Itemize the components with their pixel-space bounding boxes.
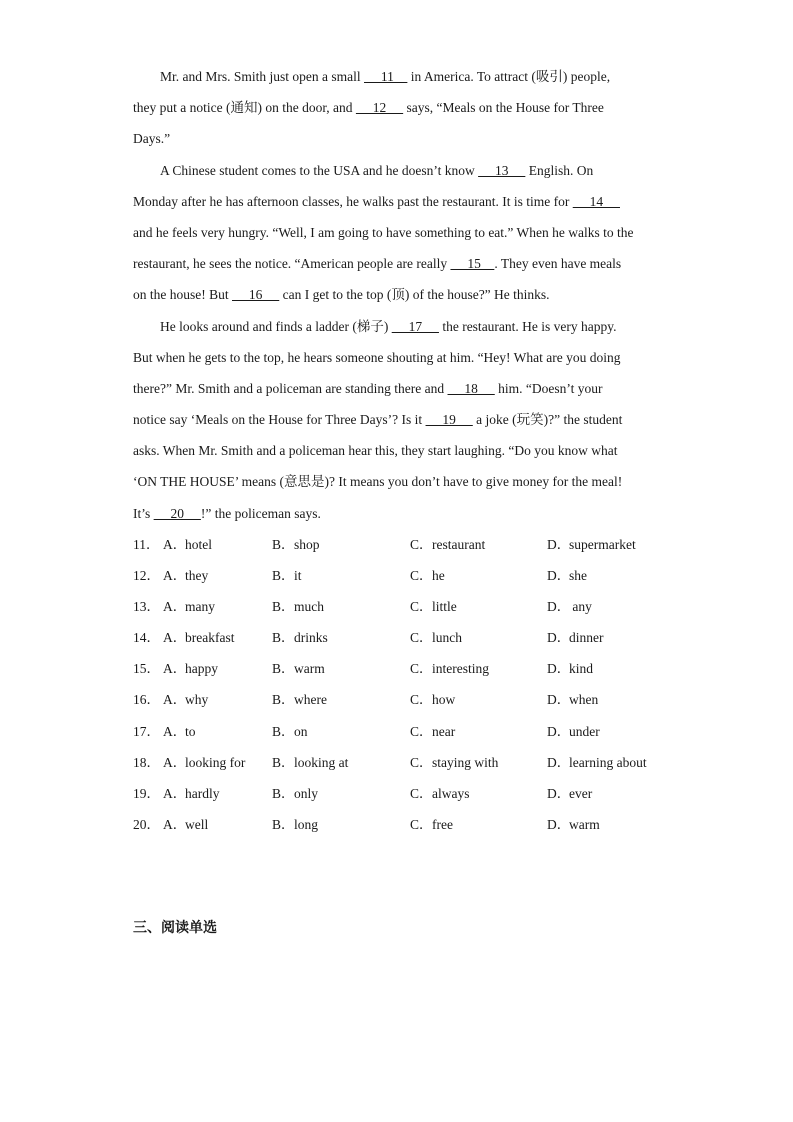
- answer-blank: 14: [572, 193, 620, 209]
- option-letter: D．: [547, 568, 571, 584]
- passage-line: [133, 375, 658, 406]
- option-a[interactable]: [163, 811, 208, 838]
- option-letter: B．: [272, 537, 295, 552]
- option-c[interactable]: [410, 749, 498, 776]
- option-letter: B．: [272, 723, 295, 739]
- question-row: [133, 655, 693, 686]
- passage-text: there?” Mr. Smith and a policeman are standing there and: [133, 380, 448, 396]
- passage-line: [133, 500, 658, 531]
- option-letter: B．: [272, 692, 295, 708]
- option-d[interactable]: [547, 624, 604, 651]
- option-d[interactable]: [547, 531, 636, 558]
- question-row: [133, 811, 693, 842]
- option-d[interactable]: [547, 718, 600, 745]
- question-row: [133, 749, 693, 780]
- answer-blank: 16: [232, 287, 280, 303]
- option-a[interactable]: [163, 624, 234, 651]
- option-a[interactable]: [163, 749, 245, 776]
- option-text: they: [185, 568, 209, 584]
- option-letter: D．: [547, 599, 571, 615]
- answer-blank: 12: [355, 100, 404, 116]
- option-letter: C．: [410, 599, 433, 615]
- option-d[interactable]: [547, 749, 647, 776]
- option-text: happy: [185, 661, 218, 677]
- option-text: to: [185, 723, 196, 739]
- question-number: 16．: [133, 692, 160, 708]
- option-a[interactable]: [163, 562, 208, 589]
- option-letter: D．: [547, 537, 571, 552]
- option-letter: D．: [547, 785, 571, 801]
- option-text: he: [432, 568, 445, 584]
- passage-text: A Chinese student comes to the USA and he doesn’t know: [160, 162, 479, 178]
- option-text: staying with: [432, 754, 499, 770]
- option-text: under: [569, 723, 600, 739]
- option-text: well: [185, 816, 209, 832]
- answer-blank: 20: [153, 505, 201, 521]
- option-b[interactable]: [272, 749, 348, 776]
- option-text: dinner: [569, 630, 604, 646]
- option-letter: A．: [163, 692, 187, 708]
- option-c[interactable]: [410, 593, 457, 620]
- option-text: looking for: [185, 754, 246, 770]
- option-c[interactable]: [410, 531, 485, 558]
- option-text: warm: [569, 816, 600, 832]
- option-d[interactable]: [547, 655, 593, 682]
- question-number: 18．: [133, 754, 160, 770]
- answer-blank: 15: [450, 256, 495, 272]
- passage-line: [133, 437, 658, 468]
- option-text: why: [185, 692, 209, 708]
- passage-text: He looks around and finds a ladder (梯子): [160, 318, 392, 334]
- option-text: only: [294, 785, 319, 801]
- option-letter: A．: [163, 537, 187, 552]
- question-number: 11．: [133, 537, 160, 552]
- option-text: it: [294, 568, 302, 584]
- option-letter: B．: [272, 568, 295, 584]
- option-letter: D．: [547, 661, 571, 677]
- option-c[interactable]: [410, 562, 445, 589]
- question-number: 15．: [133, 661, 160, 677]
- option-text: learning about: [569, 754, 647, 770]
- passage-text: in America. To attract (吸引) people,: [407, 69, 611, 84]
- passage-text: Days.”: [133, 131, 171, 147]
- passage-text: the restaurant. He is very happy.: [438, 318, 617, 334]
- passage-text: restaurant, he sees the notice. “American people are really: [133, 256, 451, 272]
- option-b[interactable]: [272, 531, 320, 558]
- answer-blank: 13: [478, 162, 526, 178]
- answer-blank: 19: [425, 412, 473, 428]
- option-letter: B．: [272, 630, 295, 646]
- passage-text: a joke (玩笑)?” the student: [472, 412, 623, 428]
- option-c[interactable]: [410, 686, 455, 713]
- option-letter: A．: [163, 599, 187, 615]
- option-letter: C．: [410, 754, 433, 770]
- option-letter: C．: [410, 661, 433, 677]
- option-text: lunch: [432, 630, 462, 646]
- option-letter: D．: [547, 692, 571, 708]
- passage-text: Mr. and Mrs. Smith just open a small: [160, 69, 364, 84]
- option-c[interactable]: [410, 780, 470, 807]
- option-a[interactable]: [163, 686, 208, 713]
- passage-text: ‘ON THE HOUSE’ means (意思是)? It means you don’t have to give money for the meal!: [133, 474, 623, 490]
- option-text: looking at: [294, 754, 349, 770]
- option-text: free: [432, 816, 453, 832]
- option-a[interactable]: [163, 655, 218, 682]
- option-d[interactable]: [547, 780, 592, 807]
- question-row: [133, 562, 693, 593]
- passage-line: [133, 468, 658, 499]
- option-letter: B．: [272, 785, 295, 801]
- passage-text: him. “Doesn’t your: [494, 380, 603, 396]
- option-b[interactable]: [272, 655, 325, 682]
- option-d[interactable]: [547, 686, 598, 713]
- option-text: hardly: [185, 785, 220, 801]
- option-letter: D．: [547, 816, 571, 832]
- option-text: any: [569, 599, 592, 615]
- answer-blank: 18: [447, 380, 495, 396]
- question-row: [133, 624, 693, 655]
- passage-text: . They even have meals: [494, 256, 622, 272]
- passage-text: says, “Meals on the House for Three: [403, 100, 604, 116]
- option-text: much: [294, 599, 324, 615]
- passage-line: [133, 250, 658, 281]
- option-text: on: [294, 723, 308, 739]
- option-letter: A．: [163, 568, 187, 584]
- option-a[interactable]: [163, 531, 212, 558]
- section-heading: 三、阅读单选: [133, 920, 217, 936]
- option-letter: A．: [163, 754, 187, 770]
- option-text: near: [432, 723, 456, 739]
- option-b[interactable]: [272, 593, 324, 620]
- answer-blank: 11: [364, 69, 408, 84]
- option-letter: B．: [272, 816, 295, 832]
- option-text: where: [294, 692, 327, 708]
- cloze-passage: [133, 63, 658, 531]
- option-b[interactable]: [272, 686, 327, 713]
- option-text: warm: [294, 661, 325, 677]
- option-text: many: [185, 599, 215, 615]
- passage-line: [133, 188, 658, 219]
- option-text: hotel: [185, 537, 212, 552]
- option-letter: B．: [272, 754, 295, 770]
- option-text: when: [569, 692, 599, 708]
- option-text: she: [569, 568, 587, 584]
- question-number: 19．: [133, 785, 160, 801]
- option-text: little: [432, 599, 457, 615]
- passage-line: [133, 125, 658, 156]
- option-text: kind: [569, 661, 594, 677]
- passage-line: [133, 219, 658, 250]
- question-row: [133, 686, 693, 717]
- option-letter: C．: [410, 692, 433, 708]
- passage-text: But when he gets to the top, he hears someone shouting at him. “Hey! What are you doing: [133, 349, 621, 365]
- question-row: [133, 593, 693, 624]
- question-options-list: [133, 531, 693, 842]
- option-a[interactable]: [163, 780, 220, 807]
- option-c[interactable]: [410, 655, 489, 682]
- question-number: 17．: [133, 723, 160, 739]
- option-letter: D．: [547, 630, 571, 646]
- question-row: [133, 780, 693, 811]
- option-b[interactable]: [272, 624, 328, 651]
- option-c[interactable]: [410, 811, 453, 838]
- question-number: 13．: [133, 599, 160, 615]
- passage-line: [133, 94, 658, 125]
- option-text: drinks: [294, 630, 328, 646]
- option-b[interactable]: [272, 562, 302, 589]
- passage-line: [133, 344, 658, 375]
- option-d[interactable]: [547, 562, 587, 589]
- option-letter: C．: [410, 723, 433, 739]
- passage-text: Monday after he has afternoon classes, he walks past the restaurant. It is time for: [133, 193, 573, 209]
- option-letter: B．: [272, 661, 295, 677]
- answer-blank: 17: [391, 318, 439, 334]
- option-a[interactable]: [163, 593, 215, 620]
- passage-text: !” the policeman says.: [200, 505, 321, 521]
- option-letter: C．: [410, 537, 433, 552]
- option-letter: A．: [163, 661, 187, 677]
- passage-text: and he feels very hungry. “Well, I am going to have something to eat.” When he walks to the: [133, 224, 634, 240]
- option-letter: A．: [163, 723, 187, 739]
- option-c[interactable]: [410, 718, 455, 745]
- option-text: interesting: [432, 661, 489, 677]
- passage-text: English. On: [525, 162, 594, 178]
- option-b[interactable]: [272, 780, 318, 807]
- passage-text: asks. When Mr. Smith and a policeman hear this, they start laughing. “Do you know what: [133, 443, 618, 459]
- passage-text: they put a notice (通知) on the door, and: [133, 100, 356, 116]
- option-b[interactable]: [272, 718, 308, 745]
- option-letter: C．: [410, 785, 433, 801]
- question-row: [133, 531, 693, 562]
- option-letter: A．: [163, 630, 187, 646]
- option-c[interactable]: [410, 624, 462, 651]
- option-letter: C．: [410, 816, 433, 832]
- option-letter: C．: [410, 630, 433, 646]
- question-row: [133, 718, 693, 749]
- option-b[interactable]: [272, 811, 318, 838]
- option-d[interactable]: [547, 811, 600, 838]
- option-letter: B．: [272, 599, 295, 615]
- option-d[interactable]: [547, 593, 592, 620]
- passage-line: [133, 281, 658, 312]
- passage-text: It’s: [133, 505, 154, 521]
- option-text: how: [432, 692, 456, 708]
- option-text: long: [294, 816, 319, 832]
- passage-line: [133, 157, 658, 188]
- option-text: breakfast: [185, 630, 235, 646]
- option-text: shop: [294, 537, 320, 552]
- option-letter: C．: [410, 568, 433, 584]
- question-number: 14．: [133, 630, 160, 646]
- option-letter: D．: [547, 754, 571, 770]
- option-text: supermarket: [569, 537, 636, 552]
- passage-text: can I get to the top (顶) of the house?” He thinks.: [279, 287, 550, 303]
- passage-line: [133, 313, 658, 344]
- option-text: ever: [569, 785, 593, 801]
- option-a[interactable]: [163, 718, 196, 745]
- option-letter: A．: [163, 785, 187, 801]
- question-number: 12．: [133, 568, 160, 584]
- option-letter: D．: [547, 723, 571, 739]
- passage-text: on the house! But: [133, 287, 232, 303]
- passage-line: [133, 406, 658, 437]
- passage-text: notice say ‘Meals on the House for Three Days’? Is it: [133, 412, 426, 428]
- question-number: 20．: [133, 816, 160, 832]
- passage-line: [133, 63, 658, 94]
- option-text: always: [432, 785, 470, 801]
- option-letter: A．: [163, 816, 187, 832]
- option-text: restaurant: [432, 537, 486, 552]
